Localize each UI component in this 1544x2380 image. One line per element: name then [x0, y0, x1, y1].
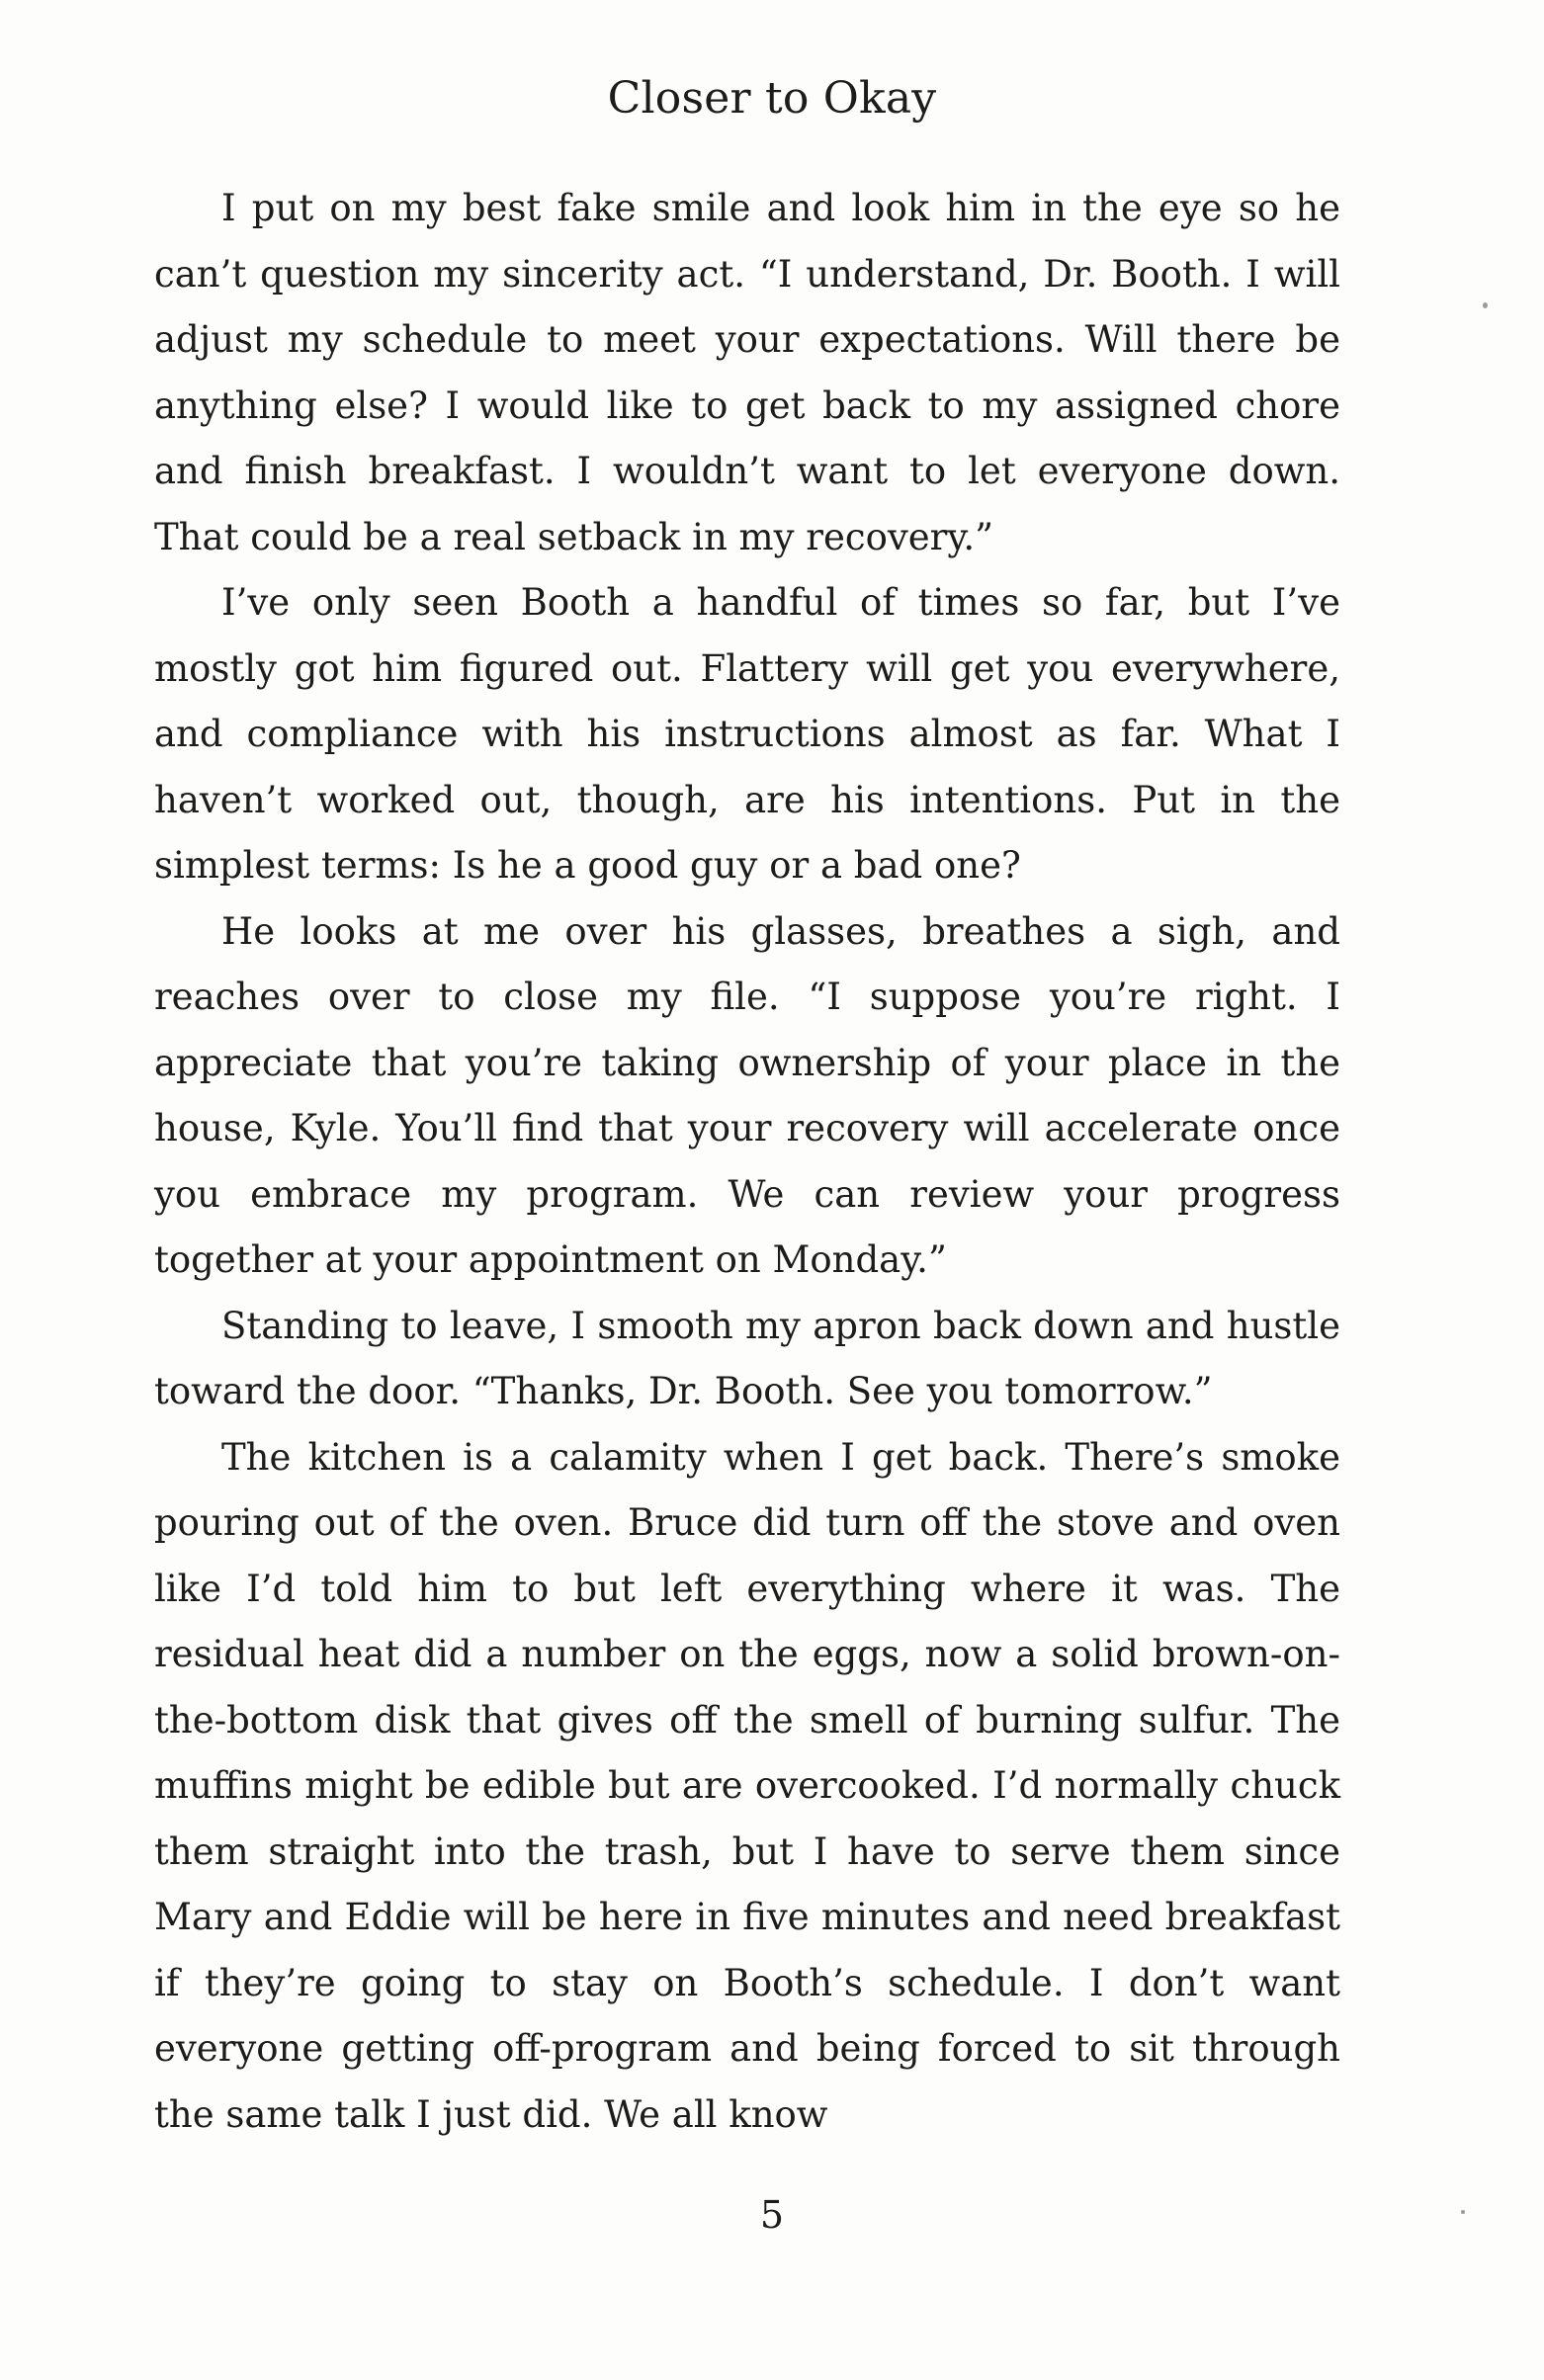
- paragraph: I put on my best fake smile and look him in the eye so he can’t question my sincerity act. “I understand, Dr. Booth. I will adjust my schedule to meet your expectations. Will there be anything else? I would like to get back to my assigned chore and finish breakfast. I wouldn’t want to let everyone down. That could be a real setback in my recovery.”: [154, 187, 1340, 558]
- scan-speck: [1461, 2210, 1465, 2214]
- body-text: [154, 176, 1340, 2148]
- paragraph: I’ve only seen Booth a handful of times so far, but I’ve mostly got him figured out. Flattery will get you everywhere, and compliance with his instructions almost as far. What I haven’t worked out, though, are his intentions. Put in the simplest terms: Is he a good guy or a bad one?: [154, 581, 1340, 887]
- page-number: 5: [759, 2193, 785, 2237]
- paragraph: He looks at me over his glasses, breathes a sigh, and reaches over to close my file. “I suppose you’re right. I appreciate that you’re taking ownership of your place in the house, Kyle. You’ll find that your recovery will accelerate once you embrace my program. We can review your progress together at your appointment on Monday.”: [154, 909, 1340, 1281]
- scan-speck: [1483, 302, 1488, 308]
- paragraph: Standing to leave, I smooth my apron back down and hustle toward the door. “Thanks, Dr. Booth. See you tomorrow.”: [154, 1304, 1340, 1412]
- paragraph: The kitchen is a calamity when I get back. There’s smoke pouring out of the oven. Bruce did turn off the stove and oven like I’d told him to but left everything where it was. The residual heat did a number on the eggs, now a solid brown-on-the-bottom disk that gives off the smell of burning sulfur. The muffins might be edible but are overcooked. I’d normally chuck them straight into the trash, but I have to serve them since Mary and Eddie will be here in five minutes and need breakfast if they’re going to stay on Booth’s schedule. I don’t want everyone getting off-program and being forced to sit through the same talk I just did. We all know: [154, 1435, 1340, 2136]
- running-head: Closer to Okay: [607, 73, 937, 124]
